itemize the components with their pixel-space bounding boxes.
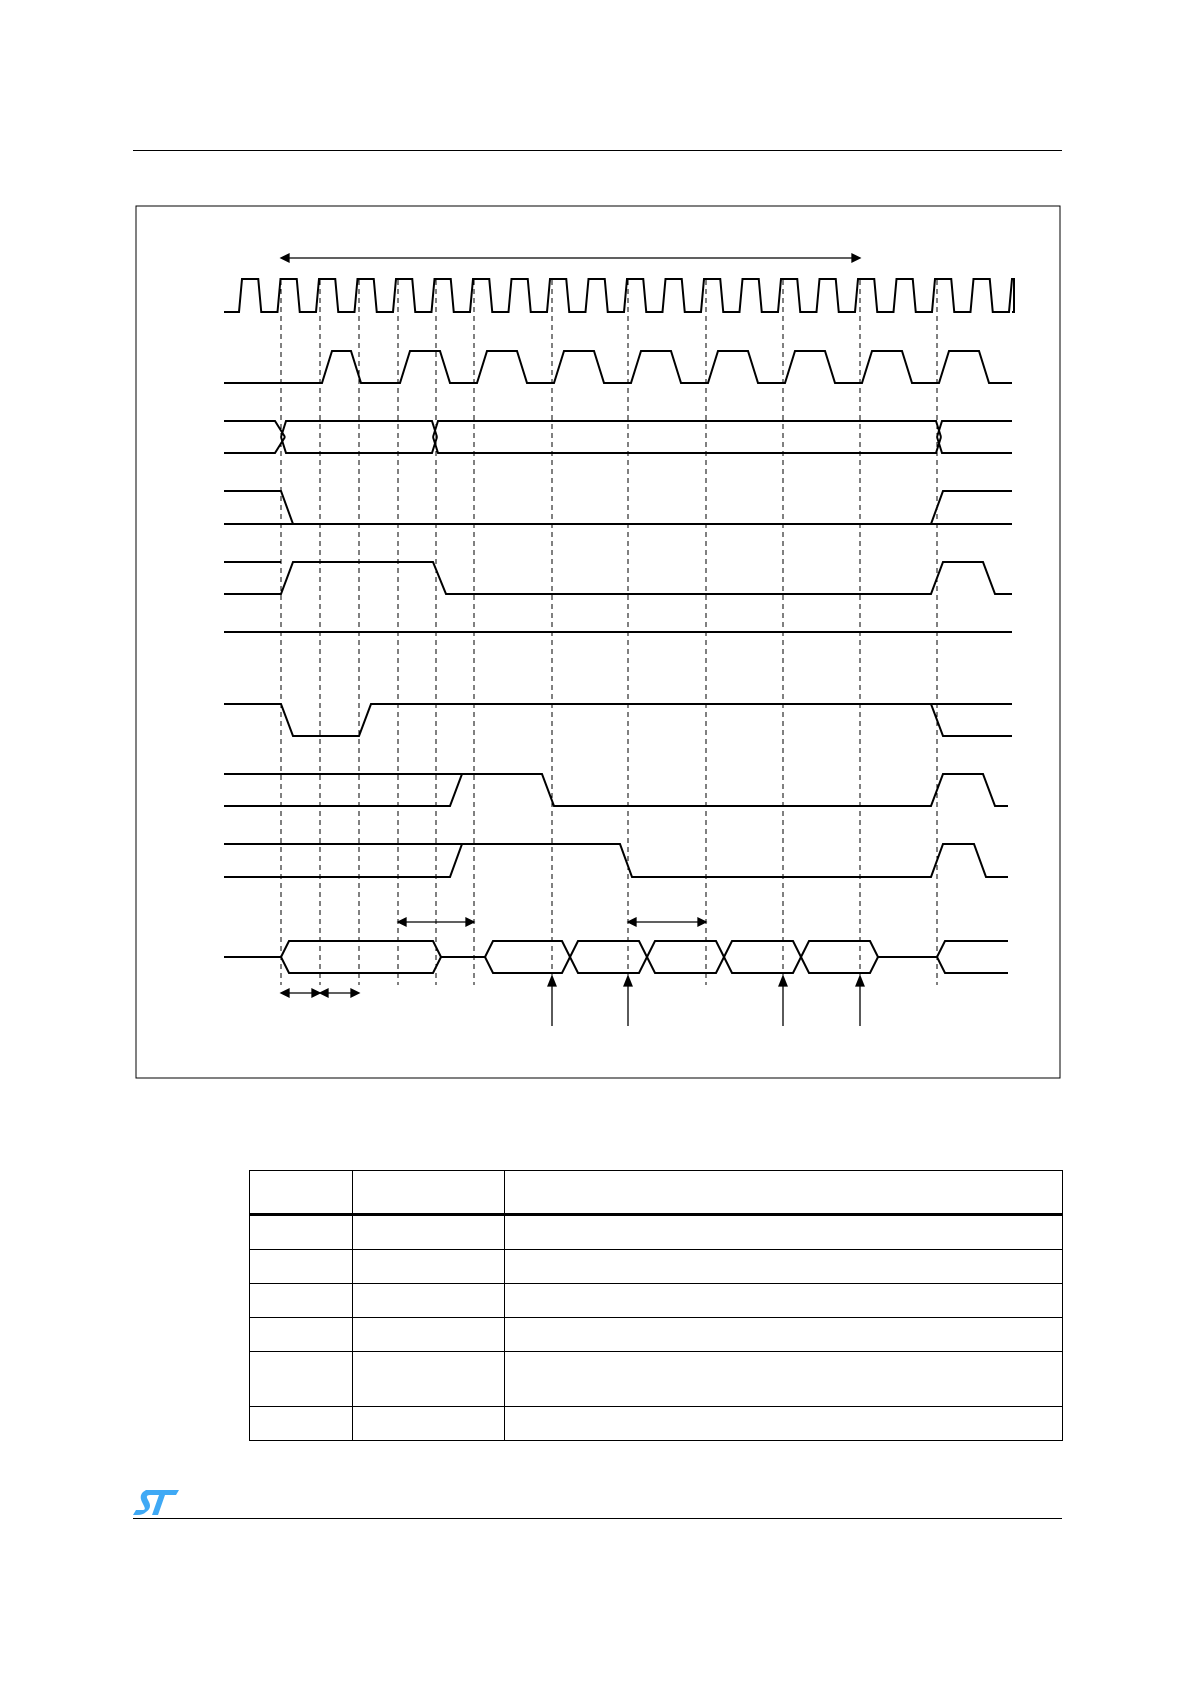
data-bus-segment-bottom [570,957,647,973]
signal-9 [224,844,1008,877]
table-row [250,1250,1063,1284]
data-bus-segment-top [724,941,801,957]
clock-signal [224,279,1014,312]
table-row [250,1318,1063,1352]
table-header-cell [353,1171,505,1215]
data-bus-segment-top [647,941,724,957]
read-marker-arrow-head [779,976,787,986]
st-logo-icon [132,1488,182,1518]
data-bus-tail-bottom [937,957,1008,973]
data-bus-segment-bottom [281,957,441,973]
table-cell [353,1318,505,1352]
signal-9-rise [224,844,620,877]
table-cell [353,1284,505,1318]
table-cell [505,1284,1063,1318]
data-bus-tail-top [937,941,1008,957]
table-header-row [250,1171,1063,1215]
data-bus-segment-bottom [485,957,570,973]
read-marker-arrow-head [624,976,632,986]
table-header-cell [250,1171,353,1215]
read-marker-arrow-head [856,976,864,986]
bus-lead-bottom [224,437,285,453]
delay-arrow-head-right [351,989,359,997]
data-bus-segment-top [801,941,878,957]
signal-4-low [224,491,1012,524]
signal-8-rise [224,774,542,806]
bus-lead-top [224,421,285,437]
table-cell [353,1215,505,1250]
timing-arrows [281,254,864,1026]
table-cell [505,1352,1063,1407]
read-marker-arrow-head [548,976,556,986]
st-logo-s [133,1490,179,1515]
table-cell [505,1250,1063,1284]
setup-arrow-head-right [466,918,474,926]
table-row [250,1284,1063,1318]
table-cell [505,1215,1063,1250]
table-cell [353,1352,505,1407]
table-row [250,1215,1063,1250]
bus-tail-bottom [937,437,1012,453]
table-cell [250,1318,353,1352]
table-cell [353,1250,505,1284]
signal-7 [224,704,1012,736]
bus-tail-top [937,421,1012,437]
footer-rule [133,1518,1062,1519]
signal-4-high [224,491,1012,524]
signal-5 [224,562,1012,594]
delay-arrow-head-left [320,989,328,997]
setup-arrow-head-left [398,918,406,926]
hold-arrow-head-right [698,918,706,926]
table-cell [250,1250,353,1284]
table-row [250,1407,1063,1441]
data-bus-segment-top [570,941,647,957]
hold-arrow-head-left [628,918,636,926]
data-bus-segment-bottom [724,957,801,973]
data-bus-segment-bottom [647,957,724,973]
timing-parameters-table [249,1170,1063,1441]
table-cell [250,1215,353,1250]
table-cell [250,1352,353,1407]
burst-length-arrow-head-right [852,254,860,262]
data-bus-segment-top [485,941,570,957]
table-cell [505,1318,1063,1352]
data-bus-segment-bottom [801,957,878,973]
table-cell [353,1407,505,1441]
table-cell [250,1407,353,1441]
figure-frame [136,206,1060,1078]
signal-waveforms [224,279,1014,973]
table-header-cell [505,1171,1063,1215]
signal-8 [224,774,1008,806]
pulse-signal [224,351,1012,383]
burst-length-arrow-head-left [281,254,289,262]
bus-segment-top [433,421,941,437]
delay-arrow-head-left [281,989,289,997]
data-bus-segment-top [281,941,441,957]
table-cell [505,1407,1063,1441]
table-cell [250,1284,353,1318]
bus-segment-bottom [433,437,941,453]
table-row [250,1352,1063,1407]
